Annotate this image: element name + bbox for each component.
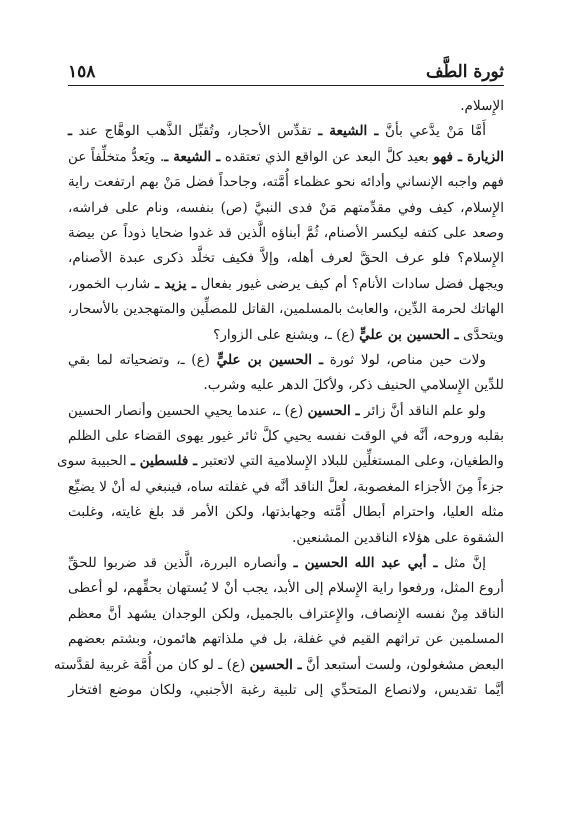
bold-text-segment: ـ الشيعة ـ (164, 148, 221, 165)
bold-text-segment: ـ الحسين (249, 656, 302, 673)
text-segment: (ع) ـ، وتضحياته لما بقي (68, 351, 217, 368)
text-line (68, 196, 504, 221)
bold-text-segment: ـ الشيعة ـ (318, 123, 379, 140)
paragraph (57, 399, 504, 551)
text-line (68, 170, 504, 195)
text-segment: بعيد كلَّ البعد عن الواقع الذي تعتقده (220, 148, 434, 165)
body-text (53, 94, 504, 703)
bold-text-segment: ـ يزيد ـ (155, 275, 196, 292)
bold-text-segment: ـ (68, 123, 72, 140)
text-line (68, 424, 504, 449)
text-line (68, 399, 504, 424)
text-line (68, 246, 504, 271)
text-segment: (ع) ـ، ويشنع على الزوار؟ (213, 326, 360, 343)
text-line (68, 94, 504, 119)
text-segment: الإِسلام، كيف وفي مقدِّمتهم مَنْ فدى النبيَّ (ص) بنفسه، ونام على فراشه، (68, 199, 504, 216)
text-segment: مثله العليا، واحترام أبطال أُمَّته وجهابذتها، ولكن الأمر قد بلغ غايته، وغلبت (68, 504, 504, 521)
paragraph (68, 94, 504, 119)
text-line (68, 526, 504, 551)
text-line (68, 348, 504, 373)
text-segment: الحبيبة سوى (57, 453, 131, 470)
text-line (68, 119, 504, 144)
text-segment: أَمَّا مَنْ يدَّعي بأنَّ (378, 123, 486, 140)
text-line (68, 576, 504, 601)
text-segment: ولات حين مناص، لولا ثورة (323, 351, 486, 368)
text-segment: فهم واجبه الإنساني وأدائه نحو عظماء أُمَّته، وجاحداً فضل مَنْ بهم ارتفعت راية (68, 174, 504, 191)
text-segment: للدِّين الإِسلامي الحنيف ذكر، ولأكلَ الدهر عليه وشرب. (203, 377, 504, 394)
bold-text-segment: ـ الحسين بن عليٍّ (359, 326, 459, 343)
text-line (68, 475, 504, 500)
text-segment: الهاتك لحرمة الدِّين، والعابث بالمسلمين، القاتل للمصلِّين والمتهجدين بالأسحار، (67, 301, 504, 318)
bold-text-segment: ـ الحسين بن عليٍّ (216, 351, 324, 368)
paragraph (53, 551, 504, 703)
paragraph (68, 119, 504, 348)
text-segment: شارب الخمور، (68, 275, 156, 292)
text-segment: بقلبه وروحه، أنَّه في الوقت نفسه يحيي كلَّ ثائر غيور يهوى القضاء على الظلم (68, 428, 504, 445)
running-title: ثورة الطَّف (426, 62, 504, 82)
text-segment: ولو علم الناقد أنَّ زائر (359, 402, 486, 419)
text-segment: والطغيان، وعلى المستغلِّين للبلاد الإِسلامية التي لاتعتبر (197, 453, 504, 470)
text-line (68, 145, 504, 170)
page-number: ١٥٨ (68, 62, 96, 82)
text-segment: الإِسلام؟ فلو عرف الحقَّ لعرف أهله، وإلاَّ فكيف تخلَّد ذكرى عبدة الأصنام، (68, 250, 504, 267)
text-line (68, 678, 504, 703)
text-segment: ويجهل فضل سادات الأنام؟ أم كيف يرضى غيور بفعال (195, 275, 504, 292)
text-segment: البعض مشغولون، ولست أستبعد أنَّ (301, 656, 504, 673)
text-line (68, 272, 504, 297)
text-segment: (ع) ـ لو كان من أُمَّة غربية لقدَّسته (53, 656, 250, 673)
text-segment: أروع المثل، ورفعوا راية الإِسلام إلى الأبد، يجب أنْ لا يُستهان بحقِّهم، لو أعطى (68, 580, 504, 597)
text-line (68, 323, 504, 348)
bold-text-segment: ـ فلسطين ـ (130, 453, 198, 470)
text-line (68, 500, 504, 525)
text-segment: الإِسلام. (460, 98, 504, 114)
paragraph (68, 348, 504, 399)
text-line (68, 602, 504, 627)
text-segment: المسلمين عن تراثهم القيم في غفلة، بل في ملذاتهم هائمون، وبشتم بعضهم (68, 631, 504, 648)
text-segment: إنَّ مثل (437, 555, 486, 572)
text-line (68, 627, 504, 652)
text-segment: . ويَعدُّ متخلِّفاً عن (68, 148, 165, 165)
bold-text-segment: الزيارة ـ فهو (433, 148, 504, 165)
text-line (68, 373, 504, 398)
text-segment: ويتحدَّى (458, 326, 504, 343)
bold-text-segment: ـ الحسين (307, 402, 360, 419)
text-segment: (ع) ـ، عندما يحيي الحسين وأنصار الحسين (68, 402, 308, 419)
text-segment: أيَّما تقديس، ولانصاع المتحدِّي إلى تلبية رغبة الأجنبي، ولكان موضع افتخار (68, 681, 504, 698)
text-segment: وأنصاره البررة، الَّذين قد ضربوا للحقِّ (68, 555, 294, 572)
page-header (68, 55, 504, 86)
text-segment: جزءاً مِنَ الأجزاء المغصوبة، لعلَّ الناقد أنَّه في غفلته ساه، فينبغي له أنْ لا يضيِّع (68, 478, 504, 495)
text-segment: تقدِّس الأحجار، وتُقبِّل الذَّهب الوهَّاج عند (71, 123, 319, 140)
text-line (57, 449, 504, 474)
text-segment: الناقد مِنْ نفسه الإِنصاف، والإِعتراف بالجميل، ولكن الوجدان يشهد أنَّ معظم (68, 605, 504, 622)
text-line (68, 551, 504, 576)
text-line (53, 653, 504, 678)
text-segment: الشقوة على هؤلاء الناقدين المشنعين. (292, 529, 504, 546)
text-segment: وصعد على كتفه ليكسر الأصنام، ثُمَّ أبناؤه الَّذين قد غدوا ضحايا ذوداً عن بيضة (68, 224, 504, 241)
text-line (68, 221, 504, 246)
text-line (68, 297, 504, 322)
bold-text-segment: ـ أبي عبد الله الحسين ـ (293, 555, 438, 572)
